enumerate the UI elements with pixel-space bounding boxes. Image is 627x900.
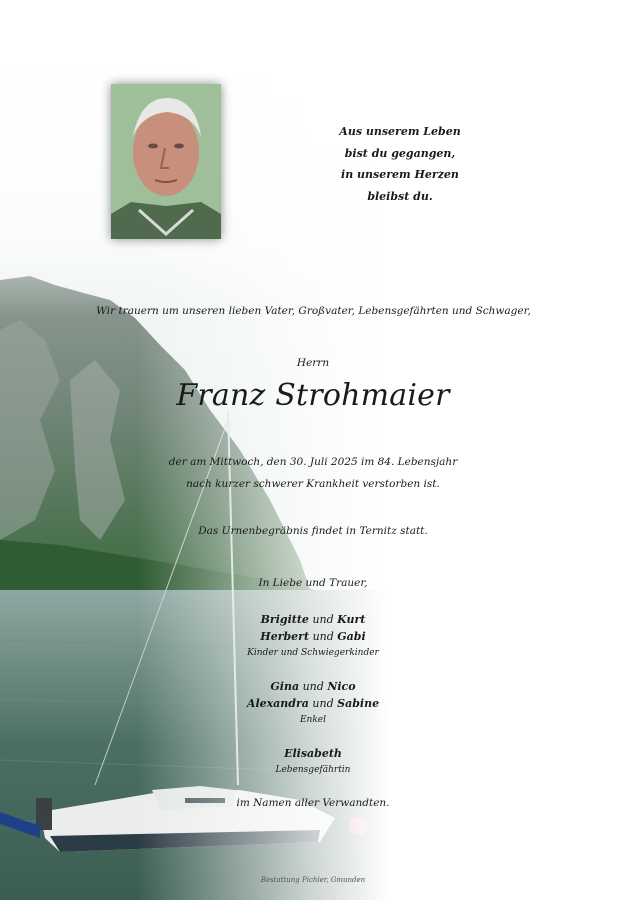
closing-line: im Namen aller Verwandten.: [236, 797, 390, 809]
memorial-verse: Aus unserem Leben bist du gegangen, in unserem Herzen bleibst du.: [339, 125, 461, 203]
mourners-children: Brigitte und Kurt Herbert und Gabi Kinder und Schwiegerkinder: [247, 613, 379, 658]
mourners-partner: Elisabeth Lebensgefährtin: [275, 747, 351, 775]
closing-intro: In Liebe und Trauer,: [258, 577, 368, 589]
funeral-info: Das Urnenbegräbnis findet in Ternitz statt.: [198, 525, 428, 537]
death-notice: der am Mittwoch, den 30. Juli 2025 im 84. Lebensjahr nach kurzer schwerer Krankheit verstorben ist.: [168, 456, 458, 490]
intro-text: Wir trauern um unseren lieben Vater, Großvater, Lebensgefährten und Schwager,: [96, 305, 531, 317]
funeral-home-credit: Bestattung Pichler, Gmunden: [260, 876, 366, 884]
title-prefix: Herrn: [296, 357, 330, 369]
mourners-grandchildren: Gina und Nico Alexandra und Sabine Enkel: [246, 680, 380, 725]
deceased-name: Franz Strohmaier: [176, 378, 450, 413]
portrait-photo: [111, 84, 221, 239]
